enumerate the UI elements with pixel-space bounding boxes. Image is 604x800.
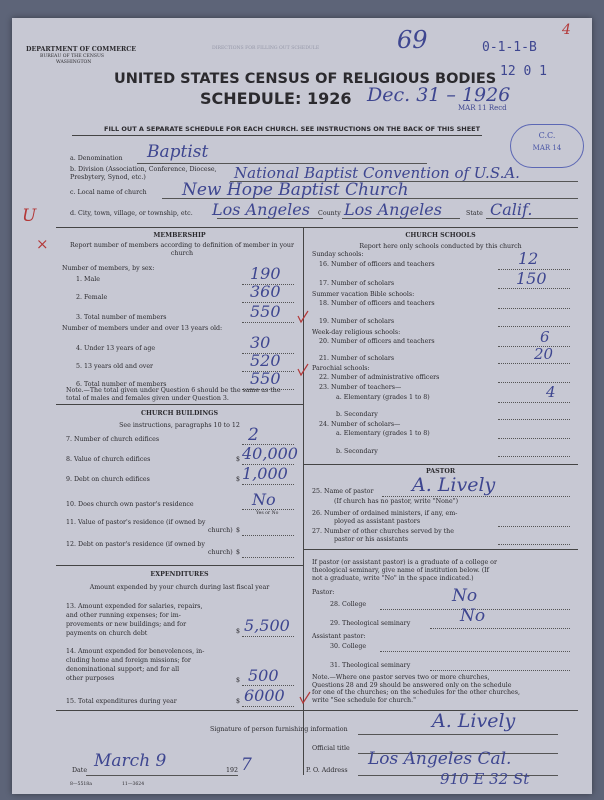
division-value: National Baptist Convention of U.S.A. bbox=[234, 164, 520, 182]
margin-mark-u: U bbox=[22, 206, 37, 226]
q17-label: 17. Number of scholars bbox=[319, 280, 395, 287]
schools-sub: Report here only schools conducted by this church bbox=[359, 243, 522, 250]
check-mark-icon bbox=[296, 310, 310, 324]
denomination-value: Baptist bbox=[147, 142, 209, 162]
q27-label: 27. Number of other churches served by the bbox=[312, 528, 454, 535]
schools-title: CHURCH SCHOOLS bbox=[405, 232, 476, 239]
local-name-value: New Hope Baptist Church bbox=[182, 180, 409, 200]
membership-q2-label: 2. Female bbox=[76, 294, 108, 301]
q23a-label: a. Elementary (grades 1 to 8) bbox=[336, 394, 430, 401]
membership-q1-value: 190 bbox=[250, 264, 281, 283]
membership-q6-value: 550 bbox=[250, 369, 281, 388]
buildings-sub: See instructions, paragraphs 10 to 12 bbox=[119, 422, 240, 429]
q11-label: 11. Value of pastor's residence (if owned by bbox=[66, 519, 206, 526]
membership-q4-value: 30 bbox=[250, 333, 271, 352]
q23-label: 23. Number of teachers— bbox=[319, 384, 402, 391]
form-title: UNITED STATES CENSUS OF RELIGIOUS BODIES bbox=[114, 71, 497, 87]
q20-label: 20. Number of officers and teachers bbox=[319, 338, 435, 345]
membership-q4-label: 4. Under 13 years of age bbox=[76, 345, 156, 352]
q29-label: 29. Theological seminary bbox=[330, 620, 411, 627]
check-mark-icon bbox=[296, 363, 310, 377]
buildings-title: CHURCH BUILDINGS bbox=[140, 410, 219, 417]
membership-title: MEMBERSHIP bbox=[153, 232, 206, 239]
q16-label: 16. Number of officers and teachers bbox=[319, 261, 435, 268]
q7-value: 2 bbox=[248, 425, 259, 445]
q15-value: 6000 bbox=[244, 686, 285, 705]
bureau-label: BUREAU OF THE CENSUS bbox=[40, 54, 105, 59]
signature-value: A. Lively bbox=[432, 710, 516, 732]
q12-label: 12. Debt on pastor's residence (if owned by bbox=[66, 541, 205, 548]
q24a-label: a. Elementary (grades 1 to 8) bbox=[336, 430, 430, 437]
expenditures-sub: Amount expended by your church during last fiscal year bbox=[89, 584, 270, 591]
code-correction: 4 bbox=[562, 22, 571, 38]
handwritten-number: 69 bbox=[397, 26, 428, 54]
q28-value: No bbox=[452, 586, 478, 606]
schedule-title: SCHEDULE: 1926 bbox=[200, 89, 352, 108]
membership-q1-label: 1. Male bbox=[76, 276, 100, 283]
pastor-note-line: Note.—Where one pastor serves two or more churches, bbox=[312, 674, 490, 681]
date-value: March 9 bbox=[94, 751, 167, 771]
membership-q5-value: 520 bbox=[250, 351, 281, 370]
graduate-instructions-line: theological seminary, give name of institution below. (If bbox=[312, 567, 490, 574]
census-schedule-form: DEPARTMENT OF COMMERCE BUREAU OF THE CENSUS WASHINGTON DIRECTIONS FOR FILLING OUT SCHEDULE 69 0-1-1-B 4 12 0 1 UNITED STATES CENSUS OF RELIGIOUS BODIES SCHEDULE: 1926 Dec. 31 – 1926 MAR 11 Recd C.C. MAR 14 FILL OUT A SEPARATE SCHEDULE FOR EACH CHURCH. SEE INSTRUCTIONS ON THE BACK OF THIS SHEET a. Denomination Baptist b. Division (Association, Conference, Diocese, Presbytery, Synod, etc.) National Baptist Convention of U.S.A. c. Local name of church New Hope Baptist Church U d. City, town, village, or township, etc. Los Angeles County Los Angeles State Calif. × MEMBERSHIP Report number of members according to definition of member in your church Number of members, by sex: 1. Male 190 2. Female 360 3. Total number of members 550 4. Under 13 years of age 30 5. 13 years old and over 520 6. Total number of members 550 Number of members under and over 13 years old: Note.—The total given under Question 6 should be the same as the total of males and females given under Question 3. CHURCH BUILDINGS See instructions, paragraphs 10 to 12 7. Number of church edifices 2 8. Value of church edifices $ 40,000 9. Debt on church edifices $ 1,000 10. Does church own pastor's residence No Yes or No 11. Value of pastor's residence (if owned by church) $ 12. Debt on pastor's residence (if owned by church) $ EXPENDITURES Amount expended by your church during last fiscal year 13. Amount expended for salaries, repairs, and other running expenses; for im- provements or new buildings; and for payments on church debt 5,500 14. Amount expended for benevolences, in- cluding home and foreign missions; for denominational support; and for all other purposes 500 15. Total expenditures during year 6000 CHURCH SCHOOLS Report here only schools conducted by this church Sunday schools: 16. Number of officers and teachers 12 17. Number of scholars 150 Summer vacation Bible schools: 18. Number of officers and teachers 19. Number of scholars Week-day religious schools: 20. Number of officers and teachers 6 21. Number of scholars 20 Parochial schools: 22. Number of administrative officers 23. Number of teachers— a. Elementary (grades 1 to 8) 4 b. Secondary 24. Number of scholars— a. Elementary (grades 1 to 8) b. Secondary PASTOR 25. Name of pastor A. Lively (If church has no pastor, write "None") 26. Number of ordained ministers, if any, em- ployed as assistant pastors 27. Number of other churches served by the pastor or his assistants If pastor (or assistant pastor) is a graduate of a college or theological seminary, give name of institution below. (If not a graduate, write "No" in the space indicated.) Pastor: 28. College No 29. Theological seminary No Assistant pastor: 30. College 31. Theological seminary Note.—Where one pastor serves two or more churches, Questions 28 and 29 should be answered only on the schedule for one of the churches; on the schedules for the other churches, write "See schedule for church." Signature of person furnishing information A. Lively Official title Date March 9 192 7 P. O. Address Los Angeles Cal. 910 E 32 St 8—5518a 11—3624 $ $ $ bbox=[12, 18, 592, 794]
q13-label-line: provements or new buildings; and for bbox=[66, 621, 187, 628]
membership-intro: Report number of members according to definition of member in your church bbox=[69, 242, 294, 257]
q13-label-line: payments on church debt bbox=[66, 630, 148, 637]
city-label: WASHINGTON bbox=[56, 60, 92, 65]
instructions-banner: FILL OUT A SEPARATE SCHEDULE FOR EACH CHURCH. SEE INSTRUCTIONS ON THE BACK OF THIS SHEET bbox=[104, 125, 481, 133]
q14-label-line: other purposes bbox=[66, 675, 115, 682]
department-label: DEPARTMENT OF COMMERCE bbox=[26, 46, 137, 53]
q8-value: 40,000 bbox=[242, 444, 298, 463]
county-value: Los Angeles bbox=[344, 200, 442, 219]
q8-label: 8. Value of church edifices bbox=[66, 456, 151, 463]
q15-label: 15. Total expenditures during year bbox=[66, 698, 177, 705]
q24-label: 24. Number of scholars— bbox=[319, 421, 401, 428]
pastor-note-line: write "See schedule for church." bbox=[312, 696, 416, 704]
received-stamp: MAR 11 Recd bbox=[458, 104, 507, 112]
q13-label-line: 13. Amount expended for salaries, repairs, bbox=[66, 603, 203, 610]
sunday-label: Sunday schools: bbox=[312, 251, 364, 258]
parochial-label: Parochial schools: bbox=[312, 365, 370, 372]
pastor-note-line: for one of the churches; on the schedules for the other churches, bbox=[312, 689, 520, 696]
graduate-instructions-line: not a graduate, write "No" in the space indicated.) bbox=[312, 575, 474, 582]
state-label: State bbox=[466, 210, 483, 217]
date-label: Date bbox=[72, 767, 88, 774]
q22-label: 22. Number of administrative officers bbox=[319, 374, 440, 381]
q16-value: 12 bbox=[518, 249, 539, 268]
pastor-title: PASTOR bbox=[425, 468, 456, 475]
received-stamp-cloud: C.C. MAR 14 bbox=[510, 124, 584, 168]
q13-label-line: and other running expenses; for im- bbox=[66, 612, 181, 619]
year-value: 7 bbox=[241, 755, 252, 775]
q14-label-line: cluding home and foreign missions; for bbox=[66, 657, 191, 664]
pastor-name-value: A. Lively bbox=[412, 474, 496, 496]
q23a-value: 4 bbox=[546, 383, 556, 401]
q21-value: 20 bbox=[534, 345, 554, 363]
q19-label: 19. Number of scholars bbox=[319, 318, 395, 325]
pastor-sub-label: Pastor: bbox=[312, 589, 335, 596]
membership-q3-label: 3. Total number of members bbox=[76, 314, 167, 321]
local-name-label: c. Local name of church bbox=[70, 189, 147, 196]
q26-label: 26. Number of ordained ministers, if any, em- bbox=[312, 510, 458, 517]
q20-value: 6 bbox=[540, 328, 550, 346]
q14-label-line: 14. Amount expended for benevolences, in- bbox=[66, 648, 205, 655]
street-address-value: 910 E 32 St bbox=[440, 770, 530, 788]
membership-q2-value: 360 bbox=[250, 282, 281, 301]
q13-value: 5,500 bbox=[244, 616, 290, 635]
q14-label-line: denominational support; and for all bbox=[66, 666, 180, 673]
signature-label: Signature of person furnishing information bbox=[210, 726, 348, 733]
q29-value: No bbox=[460, 606, 486, 626]
pastor-note-line: Questions 28 and 29 should be answered only on the schedule bbox=[312, 681, 512, 689]
q30-label: 30. College bbox=[330, 643, 367, 650]
q23b-label: b. Secondary bbox=[336, 411, 378, 418]
q18-label: 18. Number of officers and teachers bbox=[319, 300, 435, 307]
q10-label: 10. Does church own pastor's residence bbox=[66, 501, 194, 508]
graduate-instructions-line: If pastor (or assistant pastor) is a graduate of a college or bbox=[312, 559, 497, 566]
q21-label: 21. Number of scholars bbox=[319, 355, 395, 362]
city-value: Los Angeles bbox=[212, 200, 310, 219]
membership-q6-label: 6. Total number of members bbox=[76, 381, 167, 388]
q14-value: 500 bbox=[248, 666, 279, 685]
q9-value: 1,000 bbox=[242, 464, 288, 483]
membership-q3-value: 550 bbox=[250, 302, 281, 321]
membership-note: Note.—The total given under Question 6 should be the same as the total of males and females given under Question 3. bbox=[66, 387, 281, 402]
expenditures-title: EXPENDITURES bbox=[150, 571, 209, 578]
denomination-label: a. Denomination bbox=[70, 155, 123, 162]
q31-label: 31. Theological seminary bbox=[330, 662, 411, 669]
q28-label: 28. College bbox=[330, 601, 367, 608]
state-value: Calif. bbox=[490, 200, 533, 219]
form-number-footer: 8—5518a bbox=[70, 782, 92, 787]
margin-mark-x: × bbox=[36, 235, 49, 253]
q17-value: 150 bbox=[516, 269, 547, 288]
yes-no-hint: Yes or No bbox=[256, 511, 279, 516]
po-address-label: P. O. Address bbox=[306, 767, 348, 774]
check-mark-icon bbox=[298, 691, 312, 705]
summer-label: Summer vacation Bible schools: bbox=[312, 291, 415, 298]
division-label: b. Division (Association, Conference, Diocese, Presbytery, Synod, etc.) bbox=[70, 166, 217, 181]
q7-label: 7. Number of church edifices bbox=[66, 436, 160, 443]
members-by-age-label: Number of members under and over 13 years old: bbox=[62, 325, 223, 332]
q9-label: 9. Debt on church edifices bbox=[66, 476, 150, 483]
handwritten-date: Dec. 31 – 1926 bbox=[367, 84, 511, 106]
po-address-value: Los Angeles Cal. bbox=[368, 749, 512, 769]
official-title-label: Official title bbox=[312, 745, 350, 752]
weekday-label: Week-day religious schools: bbox=[312, 329, 401, 336]
membership-q5-label: 5. 13 years old and over bbox=[76, 363, 154, 370]
county-label: County bbox=[318, 210, 341, 217]
city-town-label: d. City, town, village, or township, etc. bbox=[70, 210, 193, 217]
faint-header: DIRECTIONS FOR FILLING OUT SCHEDULE bbox=[212, 46, 320, 51]
form-code: 0-1-1-B bbox=[482, 40, 537, 55]
form-number: 12 0 1 bbox=[500, 64, 547, 79]
q25-label: 25. Name of pastor bbox=[312, 488, 374, 495]
year-label: 192 bbox=[226, 767, 239, 774]
q24b-label: b. Secondary bbox=[336, 448, 378, 455]
members-by-sex-label: Number of members, by sex: bbox=[62, 265, 155, 272]
assistant-pastor-label: Assistant pastor: bbox=[312, 633, 366, 640]
q10-value: No bbox=[252, 490, 276, 509]
